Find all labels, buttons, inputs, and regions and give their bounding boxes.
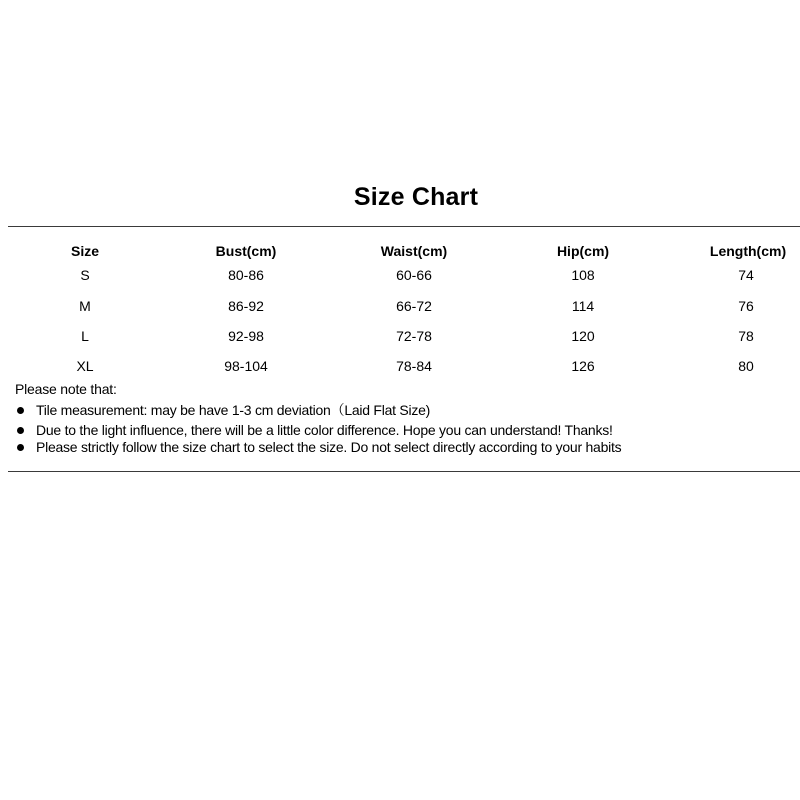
cell-size: M [79, 298, 91, 314]
header-hip: Hip(cm) [556, 243, 610, 259]
top-divider [8, 226, 800, 227]
cell-bust: 80-86 [228, 267, 264, 283]
cell-bust: 98-104 [224, 358, 268, 374]
cell-length: 74 [738, 267, 754, 283]
cell-bust: 92-98 [228, 328, 264, 344]
cell-waist: 72-78 [396, 328, 432, 344]
cell-length: 76 [738, 298, 754, 314]
cell-length: 80 [738, 358, 754, 374]
bullet-icon [17, 407, 24, 414]
cell-size: S [80, 267, 90, 283]
notes-intro: Please note that: [15, 381, 117, 397]
cell-size: L [81, 328, 89, 344]
cell-bust: 86-92 [228, 298, 264, 314]
bullet-icon [17, 444, 24, 451]
cell-waist: 66-72 [396, 298, 432, 314]
cell-hip: 114 [571, 298, 595, 314]
bottom-divider [8, 471, 800, 472]
page-title: Size Chart [353, 183, 479, 211]
header-waist: Waist(cm) [380, 243, 448, 259]
cell-size: XL [76, 358, 94, 374]
header-size: Size [70, 243, 100, 259]
note-text: Due to the light influence, there will be a little color difference. Hope you can understand! Thanks! [36, 422, 613, 438]
cell-waist: 78-84 [396, 358, 432, 374]
cell-waist: 60-66 [396, 267, 432, 283]
bullet-icon [17, 427, 24, 434]
cell-hip: 120 [571, 328, 595, 344]
cell-length: 78 [738, 328, 754, 344]
cell-hip: 126 [571, 358, 595, 374]
note-text: Please strictly follow the size chart to select the size. Do not select directly according to your habits [36, 439, 622, 455]
note-text: Tile measurement: may be have 1-3 cm deviation（Laid Flat Size) [36, 402, 431, 418]
header-bust: Bust(cm) [215, 243, 277, 259]
header-length: Length(cm) [709, 243, 787, 259]
cell-hip: 108 [571, 267, 595, 283]
